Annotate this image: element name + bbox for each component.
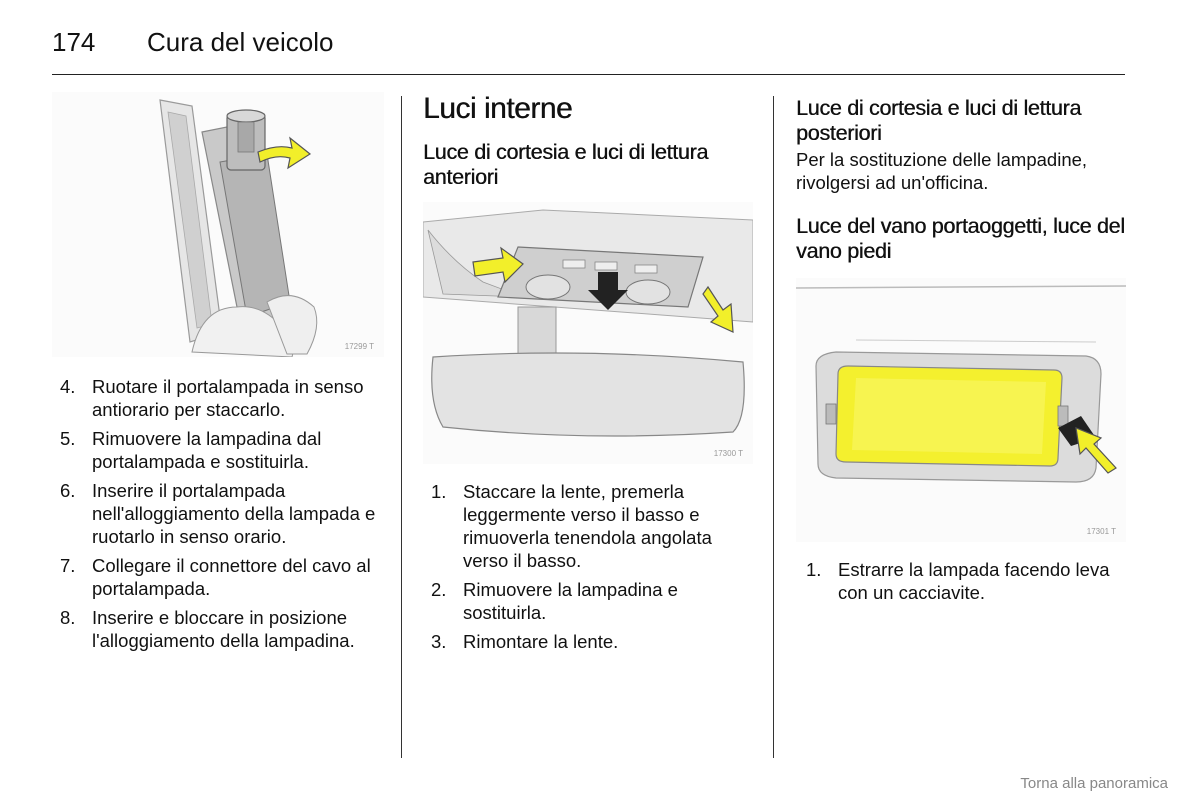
list-item <box>431 480 753 572</box>
step-text: Ruotare il portalampada in senso antiorario per staccarlo. <box>92 376 364 420</box>
step-text: Collegare il connettore del cavo al portalampada. <box>92 555 371 599</box>
figure-code: 17299 T <box>344 342 374 351</box>
list-item <box>60 554 384 600</box>
figure-glovebox-light <box>796 278 1126 542</box>
step-text: Inserire il portalampada nell'alloggiamento della lampada e ruotarlo in senso orario. <box>92 480 376 547</box>
subheading-front-lights: Luce di cortesia e luci di lettura anteriori <box>423 140 708 189</box>
steps-list-right <box>806 558 1128 604</box>
front-light-illustration <box>423 202 753 464</box>
list-item <box>431 578 753 624</box>
page-number: 174 <box>52 26 96 57</box>
header-rule <box>52 74 1125 75</box>
step-number: 1. <box>806 559 822 580</box>
step-number: 5. <box>60 428 76 449</box>
figure-bulb-holder <box>52 92 384 357</box>
step-number: 8. <box>60 607 76 628</box>
step-text: Inserire e bloccare in posizione l'alloggiamento della lampadina. <box>92 607 355 651</box>
steps-list-left <box>60 375 384 652</box>
figure-code: 17301 T <box>1086 527 1116 536</box>
subheading-rear-lights: Luce di cortesia e luci di lettura posteriori <box>796 96 1081 145</box>
list-item <box>60 479 384 548</box>
step-text: Rimuovere la lampadina dal portalampada e sostituirla. <box>92 428 322 472</box>
page-header <box>52 24 333 60</box>
glovebox-light-illustration <box>796 278 1126 542</box>
figure-code: 17300 T <box>713 449 743 458</box>
column-divider-2 <box>773 96 774 758</box>
step-text: Staccare la lente, premerla leggermente verso il basso e rimuoverla tenendola angolata verso il basso. <box>463 481 712 571</box>
figure-front-light <box>423 202 753 464</box>
list-item <box>60 606 384 652</box>
subheading-glovebox-light: Luce del vano portaoggetti, luce del vano piedi <box>796 214 1125 263</box>
step-number: 1. <box>431 481 447 502</box>
paragraph-rear-lights: Per la sostituzione delle lampadine, rivolgersi ad un'officina. <box>796 149 1088 193</box>
list-item <box>60 427 384 473</box>
heading-interior-lights: Luci interne <box>423 92 573 125</box>
column-right <box>796 96 1128 610</box>
section-title: Cura del veicolo <box>147 26 334 57</box>
column-divider-1 <box>401 96 402 758</box>
column-left <box>52 92 384 658</box>
step-number: 4. <box>60 376 76 397</box>
list-item <box>431 630 753 653</box>
back-to-overview-link[interactable]: Torna alla panoramica <box>1020 775 1168 792</box>
list-item <box>806 558 1128 604</box>
step-number: 3. <box>431 631 447 652</box>
step-text: Rimontare la lente. <box>463 631 619 652</box>
step-number: 2. <box>431 579 447 600</box>
step-text: Rimuovere la lampadina e sostituirla. <box>463 579 678 623</box>
step-text: Estrarre la lampada facendo leva con un cacciavite. <box>838 559 1110 603</box>
bulb-holder-illustration <box>52 92 384 357</box>
steps-list-middle <box>431 480 753 653</box>
column-middle <box>423 92 753 659</box>
list-item <box>60 375 384 421</box>
step-number: 7. <box>60 555 76 576</box>
step-number: 6. <box>60 480 76 501</box>
